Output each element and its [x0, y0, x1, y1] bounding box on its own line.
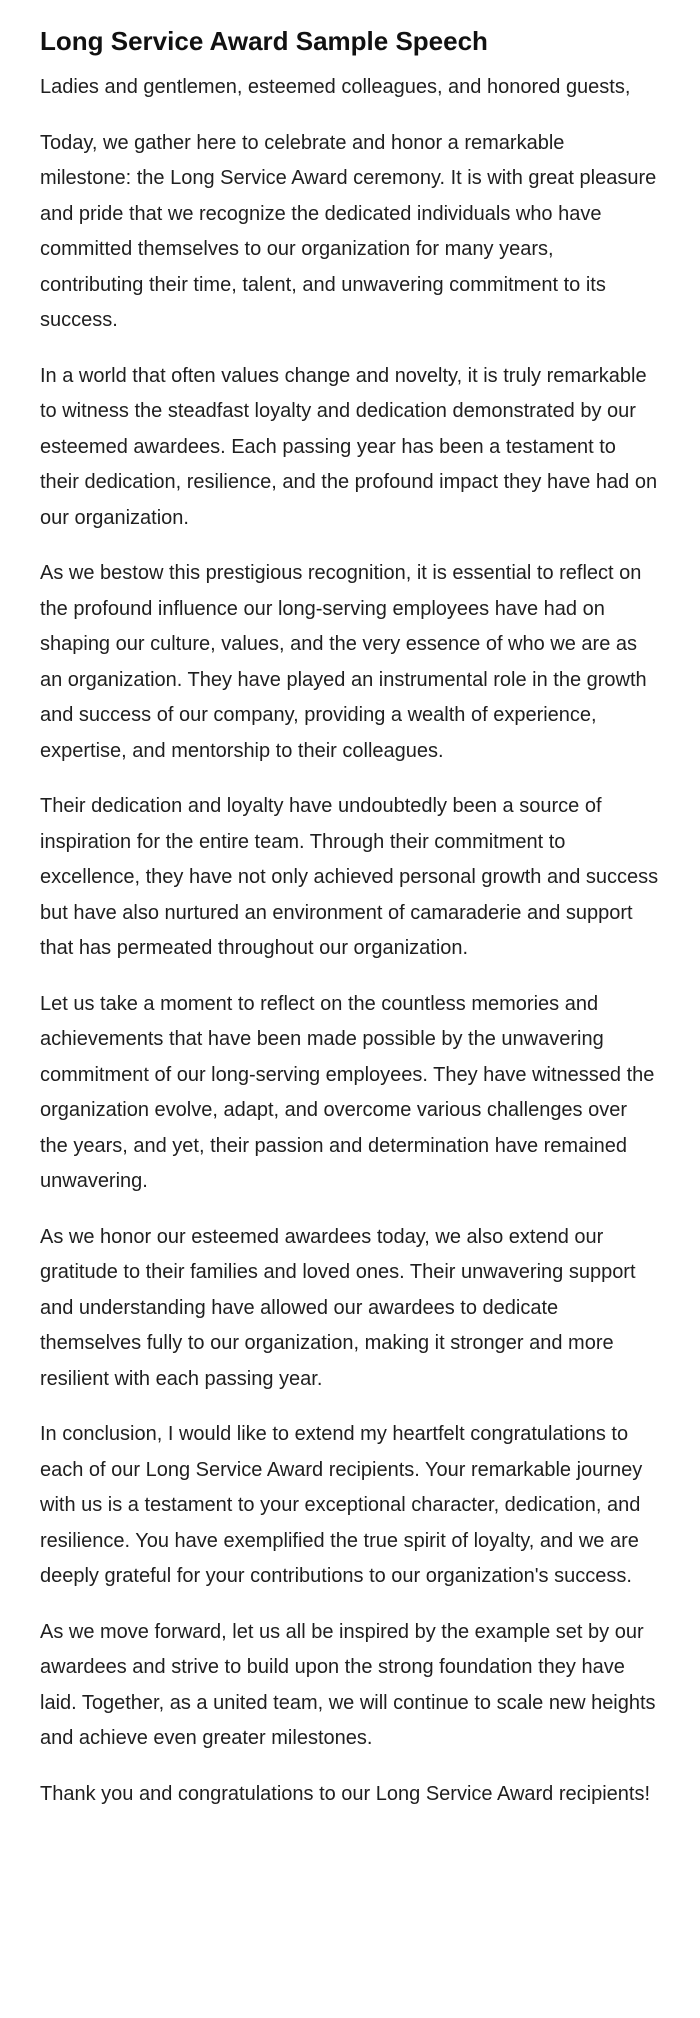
speech-paragraph: Today, we gather here to celebrate and honor a remarkable milestone: the Long Service Award ceremony. It is with great pleasure and pride that we recognize the dedicated individuals who have committed themselves to our organization for many years, contributing their time, talent, and unwavering commitment to its success. — [40, 131, 657, 331]
document-title: Long Service Award Sample Speech — [40, 26, 488, 56]
speech-paragraph: In conclusion, I would like to extend my heartfelt congratulations to each of our Long Service Award recipients. Your remarkable journey with us is a testament to your exceptional character, dedication, and resilience. You have exemplified the true spirit of loyalty, and we are deeply grateful for your contributions to our organization's success. — [40, 1423, 643, 1587]
speech-paragraph-greeting: Ladies and gentlemen, esteemed colleagues, and honored guests, — [40, 76, 631, 98]
speech-paragraph: As we bestow this prestigious recognition, it is essential to reflect on the profound influence our long-serving employees have had on shaping our culture, values, and the very essence of who we are as an organization. They have played an instrumental role in the growth and success of our company, providing a wealth of experience, expertise, and mentorship to their colleagues. — [40, 562, 647, 762]
speech-paragraph: In a world that often values change and novelty, it is truly remarkable to witness the steadfast loyalty and dedication demonstrated by our esteemed awardees. Each passing year has been a testament to their dedication, resilience, and the profound impact they have had on our organization. — [40, 364, 658, 529]
speech-paragraph: As we move forward, let us all be inspired by the example set by our awardees and strive to build upon the strong foundation they have laid. Together, as a united team, we will continue to scale new heights and achieve even greater milestones. — [40, 1620, 656, 1749]
speech-paragraph-closing: Thank you and congratulations to our Long Service Award recipients! — [40, 1782, 650, 1805]
speech-paragraph: As we honor our esteemed awardees today, we also extend our gratitude to their families and loved ones. Their unwavering support and understanding have allowed our awardees to dedicate themselves fully to our organization, making it stronger and more resilient with each passing year. — [40, 1225, 636, 1390]
speech-paragraph: Let us take a moment to reflect on the countless memories and achievements that have been made possible by the unwavering commitment of our long-serving employees. They have witnessed the organization evolve, adapt, and overcome various challenges over the years, and yet, their passion and determination have remained unwavering. — [40, 992, 655, 1192]
speech-paragraph: Their dedication and loyalty have undoubtedly been a source of inspiration for the entire team. Through their commitment to excellence, they have not only achieved personal growth and success but have also nurtured an environment of camaraderie and support that has permeated throughout our organization. — [40, 795, 659, 959]
